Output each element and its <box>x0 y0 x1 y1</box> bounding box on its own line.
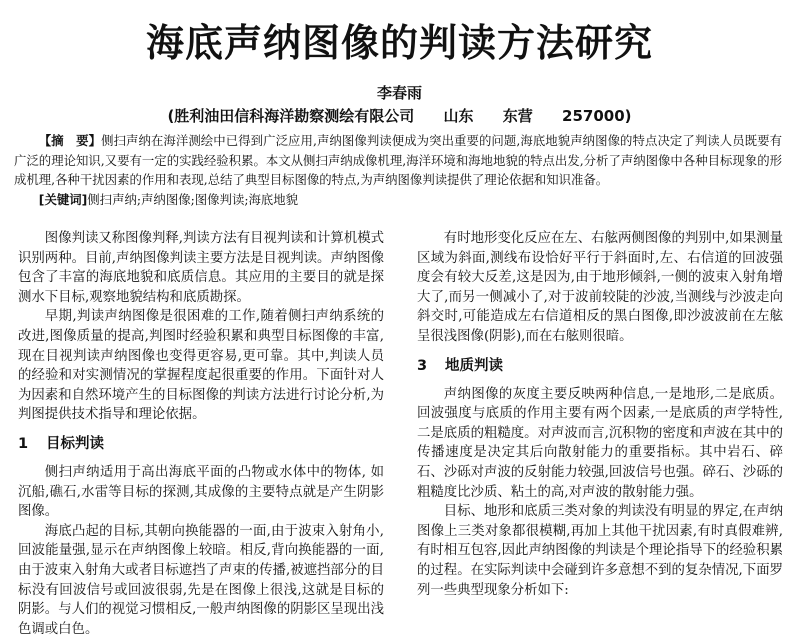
paragraph: 早期,判读声纳图像是很困难的工作,随着侧扫声纳系统的改进,图像质量的提高,判图时经验积累和典型目标图像的丰富,现在目视判读声纳图像也变得更容易,更可靠。其中,判读人员的经验和对实测情况的掌握程度起很重要的作用。下面针对人为因素和自然环境产生的目标图像的判读方法进行讨论分析,为判图提供技术指导和理论依据。 <box>18 309 384 423</box>
section-number: 3 <box>417 357 428 374</box>
paragraph: 侧扫声纳适用于高出海底平面的凸物或水体中的物体, 如沉船,礁石,水雷等目标的探测,其成像的主要特点就是产生阴影图像。 <box>18 464 384 520</box>
affiliation-province: 山东 <box>443 107 474 125</box>
section-number: 1 <box>18 435 29 452</box>
affiliation-city: 东营 <box>502 107 533 125</box>
paragraph: 有时地形变化反应在左、右舷两侧图像的判别中,如果测量区域为斜面,测线布设恰好平行于斜面时,左、右信道的回波强度会有较大反差,这是因为,由于地形倾斜,一侧的波束入射角增大了,而另一侧减小了,对于波前较陡的沙波,当测线与沙波走向斜交时,可能造成左右信道相反的黑白图像,即沙波波前在左舷呈很浅图像(阴影),而在右舷则很暗。 <box>417 231 783 344</box>
section-heading-1 <box>18 433 384 455</box>
abstract-text: 侧扫声纳在海洋测绘中已得到广泛应用,声纳图像判读便成为突出重要的问题,海底地貌声纳图像的特点决定了判读人员既要有广泛的理论知识,又要有一定的实践经验积累。本文从侧扫声纳成像机理,海洋环境和海地地貌的特点出发,分析了声纳图像中各种目标现象的形成机理,各种干扰因素的作用和表现,总结了典型目标图像的特点,为声纳图像判读提供了理论依据和知识准备。 <box>14 133 782 187</box>
affiliation <box>0 105 799 126</box>
abstract-paragraph <box>14 131 782 190</box>
paragraph: 声纳图像的灰度主要反映两种信息,一是地形,二是底质。回波强度与底质的作用主要有两个因素,一是底质的声学特性,二是底质的粗糙度。对声波而言,沉积物的密度和声波在其中的传播速度是决定其后向散射能力的重要指标。其中岩石、碎石、沙砾对声波的反射能力较强,回波信号也强。碎石、沙砾的粗糙度比沙质、粘土的高,对声波的散射能力强。 <box>417 386 783 500</box>
section-title: 地质判读 <box>445 357 503 374</box>
keywords <box>14 190 782 210</box>
author: 李春雨 <box>376 84 422 102</box>
affiliation-postcode: 257000) <box>562 107 632 125</box>
paragraph: 图像判读又称图像判释,判读方法有目视判读和计算机模式识别两种。目前,声纳图像判读主要方法是目视判读。声纳图像包含了丰富的海底地貌和底质信息。其应用的主要目的就是探测水下目标,观察地貌结构和底质勘探。 <box>18 231 384 305</box>
keywords-text: 侧扫声纳;声纳图像;图像判读;海底地貌 <box>87 191 299 207</box>
affiliation-org: (胜利油田信科海洋勘察测绘有限公司 <box>167 107 415 125</box>
abstract <box>14 131 782 209</box>
right-column <box>417 229 783 600</box>
paragraph: 海底凸起的目标,其朝向换能器的一面,由于波束入射角小,回波能量强,显示在声纳图像上较暗。相反,背向换能器的一面,由于波束入射角大或者目标遮挡了声束的传播,被遮挡部分的目标没有回波信号或回波很弱,先是在图像上很浅,这就是目标的阴影。与人们的视觉习惯相反,一般声纳图像的阴影区呈现出浅色调或白色。 <box>18 523 384 637</box>
left-column <box>18 229 384 639</box>
abstract-label: 【摘 要】 <box>38 133 102 148</box>
paragraph: 目标、地形和底质三类对象的判读没有明显的界定,在声纳图像上三类对象都很模糊,再加上其他干扰因素,有时真假难辨,有时相互包容,因此声纳图像的判读是个理论指导下的经验积累的过程。在实际判读中会碰到许多意想不到的复杂情况,下面罗列一些典型现象分析如下: <box>417 504 783 598</box>
keywords-label: [关键词] <box>38 191 88 207</box>
section-title: 目标判读 <box>46 435 104 452</box>
paper-title: 海底声纳图像的判读方法研究 <box>145 20 653 65</box>
section-heading-3 <box>417 355 783 377</box>
